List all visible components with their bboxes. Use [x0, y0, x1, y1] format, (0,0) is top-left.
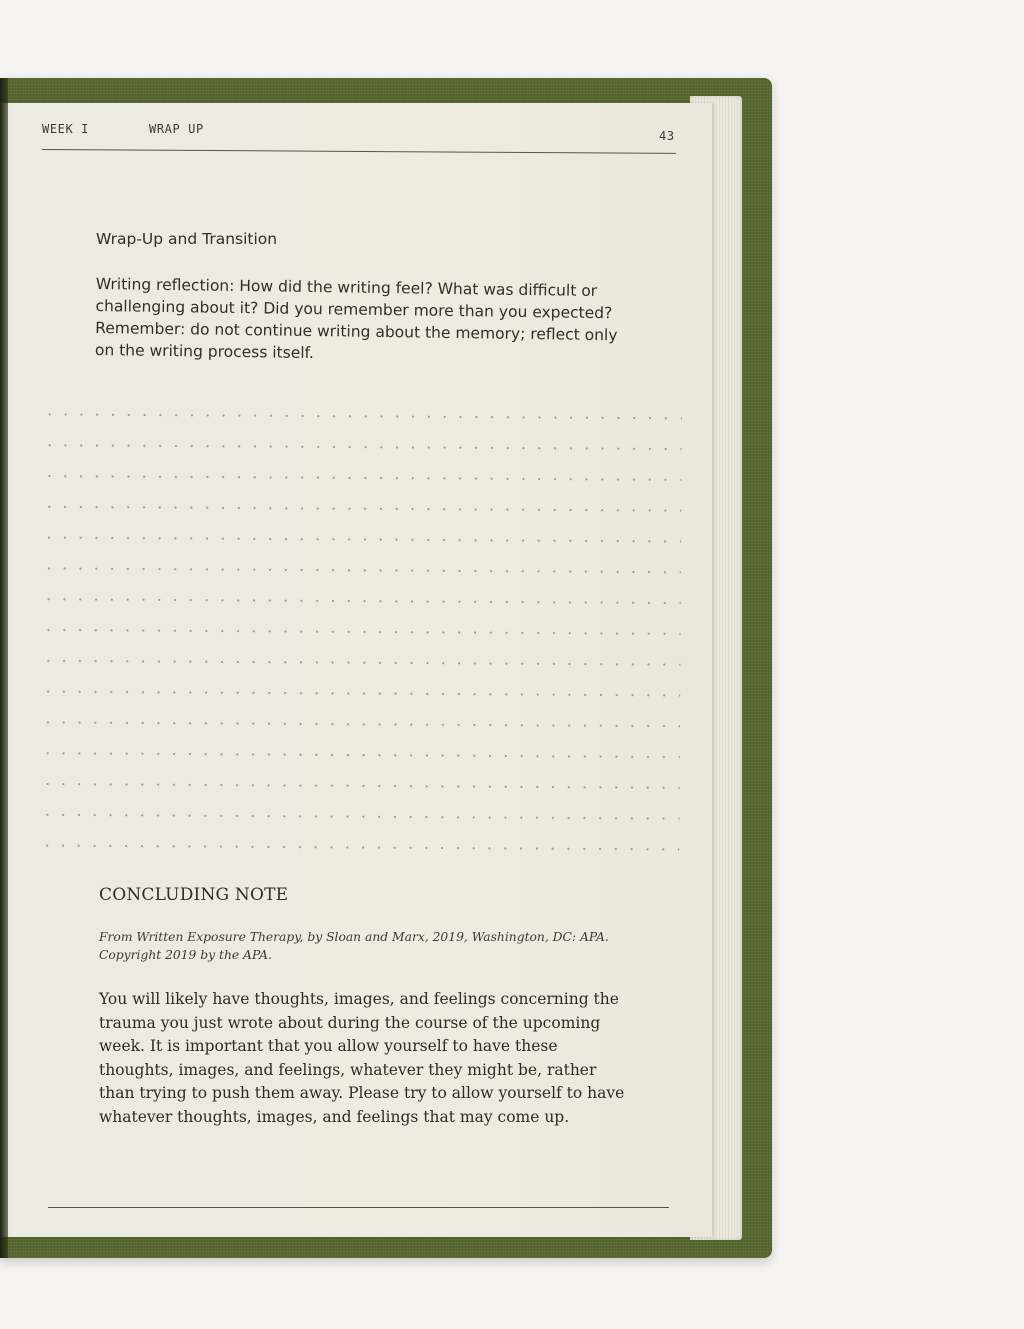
reflection-prompt [95, 273, 626, 368]
prompt-line: on the writing process itself. [94, 340, 315, 363]
section-title: Wrap-Up and Transition [96, 230, 278, 248]
book-page [0, 103, 712, 1237]
body-line: than trying to push them away. Please try to allow yourself to have [99, 1084, 625, 1102]
prompt-line: Writing reflection: How did the writing feel? What was difficult or [95, 274, 598, 300]
running-head-section: WRAP UP [149, 122, 204, 136]
citation-line: Copyright 2019 by the APA. [99, 948, 272, 962]
body-line: whatever thoughts, images, and feelings that may come up. [99, 1107, 570, 1126]
body-line: trauma you just wrote about during the course of the upcoming [99, 1013, 601, 1032]
page-number: 43 [659, 129, 675, 143]
header-rule [42, 149, 676, 154]
citation [99, 928, 619, 964]
body-line: week. It is important that you allow yourself to have these [99, 1037, 558, 1055]
dot-grid-writing-area [39, 399, 682, 853]
spine-shadow [0, 78, 8, 1258]
concluding-note-heading: CONCLUDING NOTE [99, 885, 289, 905]
citation-line: From Written Exposure Therapy, by Sloan and Marx, 2019, Washington, DC: APA. [99, 930, 609, 944]
body-line: You will likely have thoughts, images, and feelings concerning the [99, 990, 619, 1008]
prompt-line: Remember: do not continue writing about the memory; reflect only [95, 318, 618, 345]
running-head-week: WEEK I [42, 122, 89, 136]
footer-rule [48, 1207, 669, 1208]
body-line: thoughts, images, and feelings, whatever they might be, rather [99, 1060, 597, 1079]
prompt-line: challenging about it? Did you remember more than you expected? [95, 296, 613, 323]
concluding-note-body [99, 988, 629, 1129]
